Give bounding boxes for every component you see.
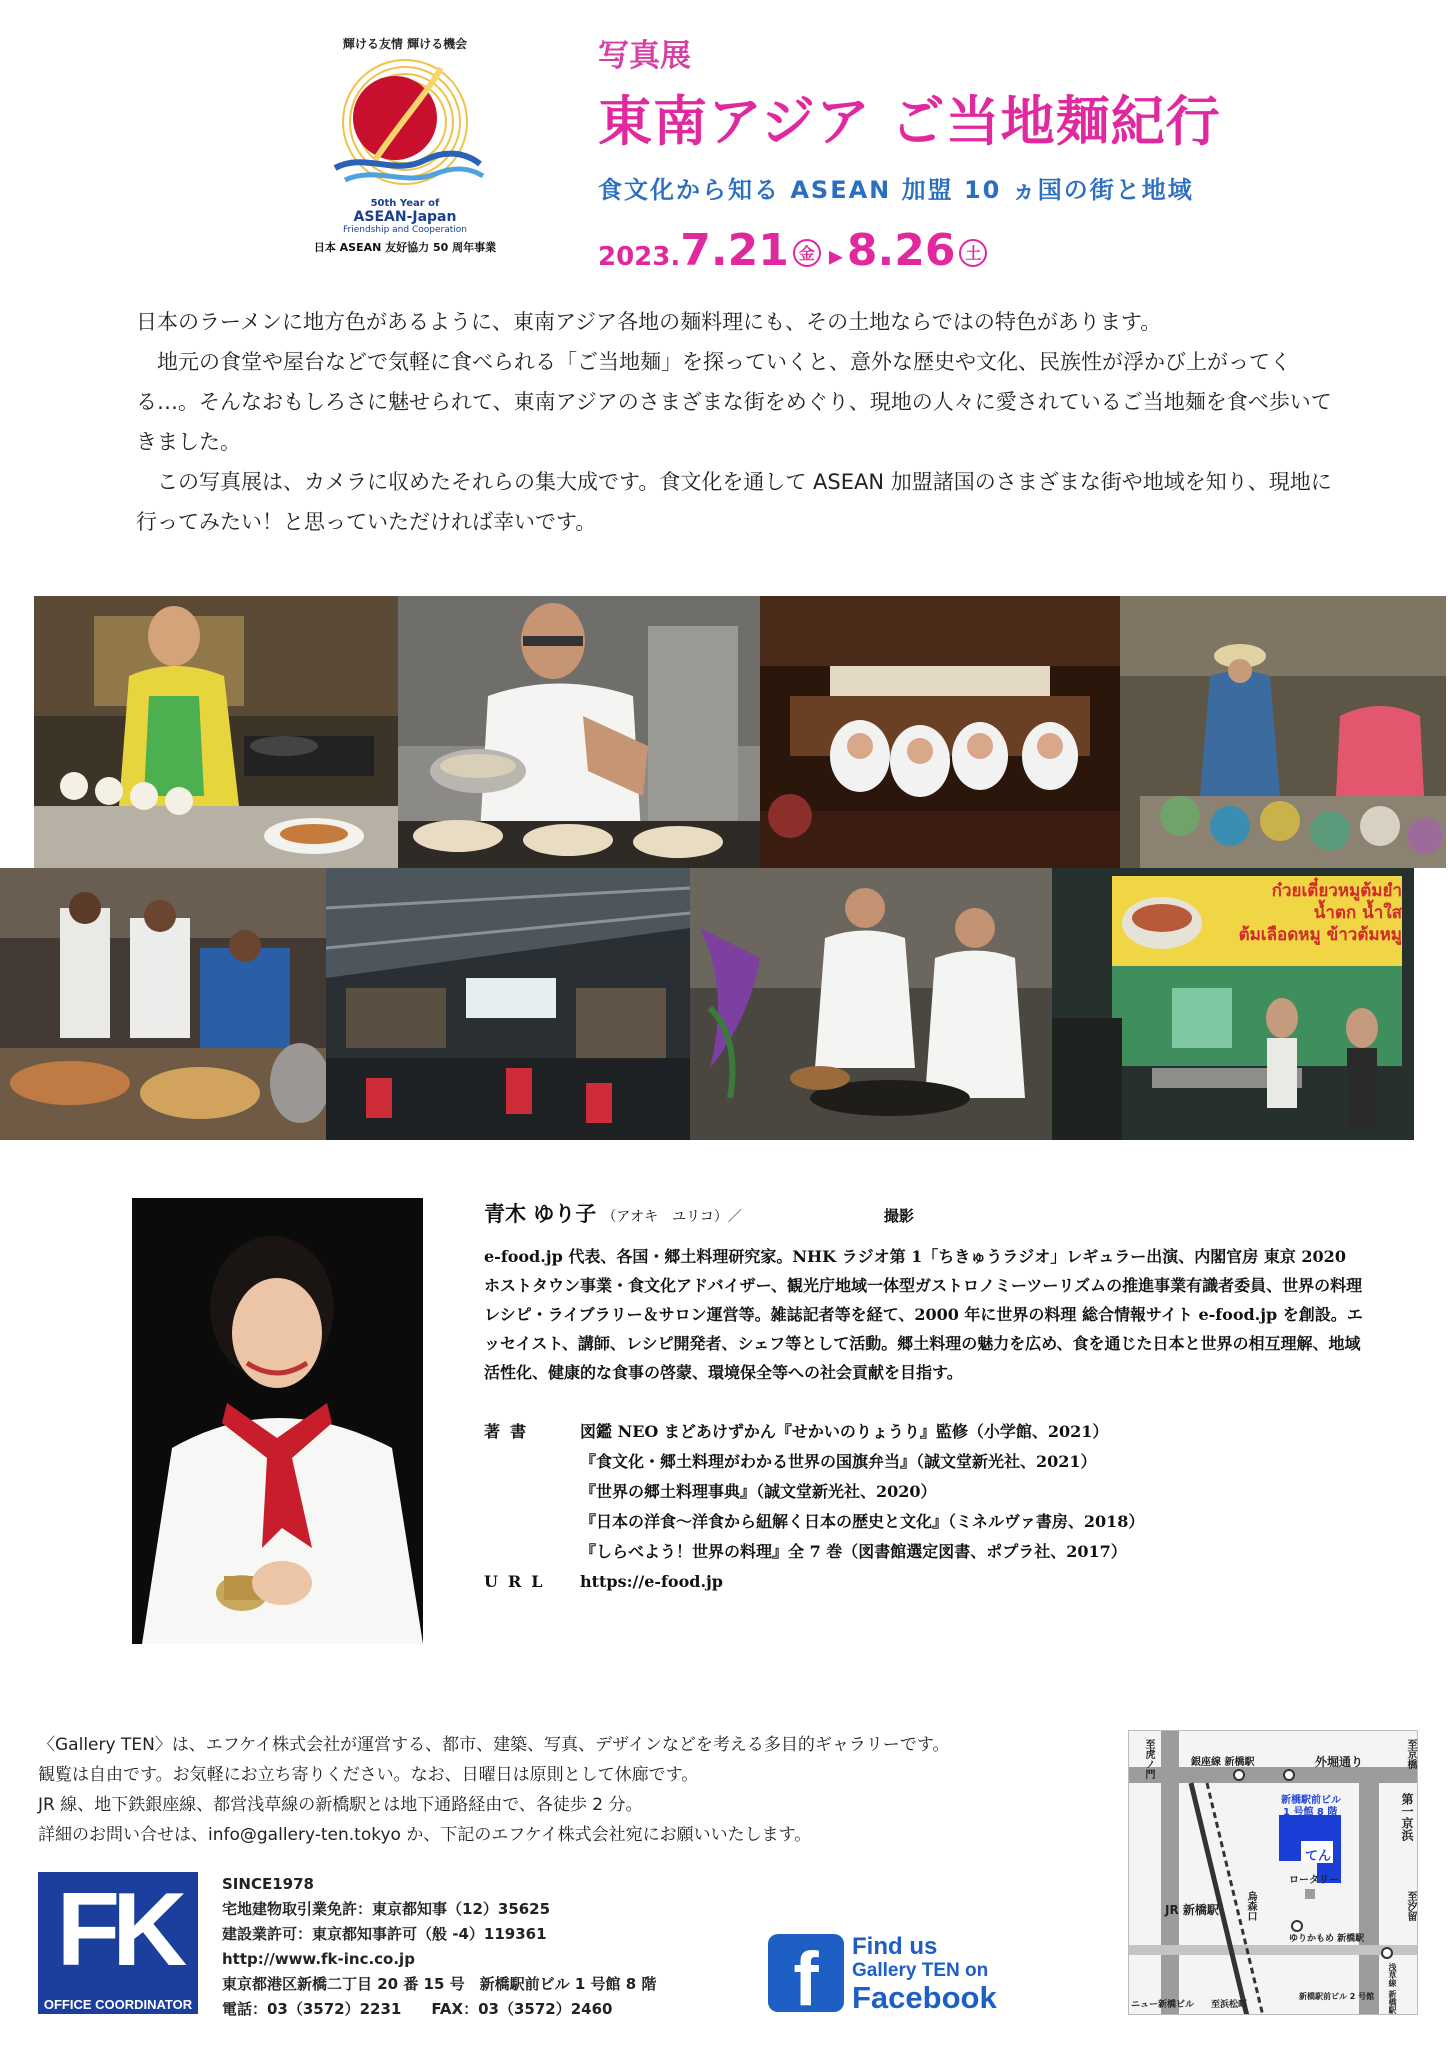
publications-list [484,1417,1364,1597]
publication-row [484,1417,1364,1447]
photo-thai-noodle-stall [1052,868,1414,1140]
photo-food-stall-crowd [0,868,326,1140]
asean-japan-50th-logo [300,35,510,260]
facebook-line-3: Facebook [852,1980,997,2015]
map-label-building: 新橋駅前ビル [1281,1795,1341,1806]
date-start-weekday: 金 [793,239,821,267]
gallery-info-line-2: 観覧は自由です。お気軽にお立ち寄りください。なお、日曜日は原則として休廊です。 [38,1765,699,1785]
company-website-link[interactable]: http://www.fk-inc.co.jp [222,1950,415,1968]
map-label-toranomon: 至虎ノ門 [1143,1739,1154,1779]
map-label-building-floor: 1 号館 8 階 [1283,1807,1338,1818]
exhibition-heading [598,30,1418,276]
exhibition-subtitle: 食文化から知る ASEAN 加盟 10 ヵ国の街と地域 [598,176,1194,204]
map-label-asakusa-line: 浅草線 新橋駅 [1388,1963,1397,2014]
intro-paragraph-1: 日本のラーメンに地方色があるように、東南アジア各地の麺料理にも、その土地ならではの特色があります。 [136,310,1162,334]
photo-street-vendor-woman [34,596,398,868]
url-row [484,1567,1364,1597]
books-label: 著書 [484,1422,537,1441]
exhibition-title: 東南アジア ご当地麺紀行 [598,90,1221,153]
photographer-name: 青木 ゆり子 [484,1201,597,1226]
photographer-portrait [132,1198,423,1644]
map-label-hamamatsucho: 至浜松町 [1211,2000,1248,2010]
facebook-link[interactable] [768,1933,1018,2022]
exhibition-label: 写真展 [598,38,691,74]
photo-noodle-chef [398,596,760,868]
gallery-info-line-1: 〈Gallery TEN〉は、エフケイ株式会社が運営する、都市、建築、写真、デザインなどを考える多目的ギャラリーです。 [38,1735,950,1755]
portrait-image [132,1198,423,1644]
publication-row [484,1507,1364,1537]
map-label-new-shimbashi: ニュー新橋ビル [1131,2000,1195,2010]
map-gallery-mark: てん [1305,1849,1332,1864]
map-label-karasumori: 烏森口 [1245,1891,1256,1921]
photographer-role: 撮影 [883,1207,914,1225]
photo-food-court-hijab-staff [760,596,1120,868]
date-end-weekday: 土 [959,239,987,267]
map-label-kyobashi: 至京橋 [1405,1739,1416,1769]
publication-item: 『しらべよう！世界の料理』全 7 巻（図書館選定図書、ポプラ社、2017） [580,1542,1127,1561]
profile-name-row [484,1198,1364,1228]
website-link[interactable]: https://e-food.jp [580,1572,723,1591]
publication-item: 『世界の郷土料理事典』（誠文堂新光社、2020） [580,1482,937,1501]
photographer-kana: （アオキ ユリコ）／ [602,1209,742,1225]
intro-text [136,302,1332,542]
publication-item: 『食文化・郷土料理がわかる世界の国旗弁当』（誠文堂新光社、2021） [580,1452,1097,1471]
photo-vegetable-market [1120,596,1446,868]
publication-item: 図鑑 NEO まどあけずかん『せかいのりょうり』監修（小学館、2021） [580,1422,1109,1441]
access-map [1128,1730,1418,2015]
logo-line-friendship: Friendship and Cooperation [343,225,467,235]
map-label-rotary: ロータリー [1289,1875,1339,1886]
company-license-construction: 建設業許可：東京都知事許可（般 -4）119361 [222,1925,547,1943]
fk-logo-tagline: OFFICE COORDINATOR [43,1997,193,2012]
logo-motto: 輝ける友情 輝ける機会 [342,37,468,51]
fk-office-coordinator-logo [38,1872,198,2014]
intro-paragraph-2: 地元の食堂や屋台などで気軽に食べられる「ご当地麺」を探っていくと、意外な歴史や文化、民族性が浮かび上がってくる…。そんなおもしろさに魅せられて、東南アジアのさまざまな街をめぐり、現地の人々に愛されているご当地麺を食べ歩いてきました。 [136,350,1332,454]
logo-emblem-icon [315,56,495,196]
map-label-sotobori: 外堀通り [1315,1755,1364,1769]
facebook-line-1: Find us [852,1933,938,1960]
photographer-profile [484,1198,1364,1597]
photo-night-market-hall [326,868,690,1140]
exhibition-dates [598,225,1418,276]
logo-line-asean-japan: ASEAN-Japan [353,209,457,225]
stall-sign-line-3: ต้มเลือดหมู ข้าวต้มหมู [1238,925,1402,945]
company-info [222,1872,656,2022]
gallery-info-line-4: 詳細のお問い合せは、info@gallery-ten.tokyo か、下記のエフケイ株式会社宛にお願いいたします。 [38,1825,812,1845]
map-label-shiodome: 至汐留 [1405,1891,1416,1921]
facebook-icon: f [768,1934,844,2012]
publication-row [484,1477,1364,1507]
date-year: 2023. [598,242,681,272]
fk-logo-letters: FK [56,1872,180,1988]
facebook-text [852,1934,997,2014]
map-label-ginza-line: 銀座線 新橋駅 [1191,1757,1255,1768]
date-arrow-icon: ▸ [828,239,843,272]
map-label-jr-station: JR 新橋駅 [1165,1903,1219,1917]
photo-restaurant-chefs [690,868,1052,1140]
company-since: SINCE1978 [222,1875,314,1893]
map-label-ekimae-2: 新橋駅前ビル 2 号館 [1299,1992,1375,2001]
map-roads [1129,1731,1418,2015]
publication-row [484,1537,1364,1567]
publication-row [484,1447,1364,1477]
date-end: 8.26 [846,225,956,276]
gallery-info [38,1730,1098,1850]
stall-sign-line-1: ก๋วยเตี๋ยวหมูต้มยำ [1271,881,1402,901]
map-label-daiichi-keihin: 第一京浜 [1400,1793,1414,1841]
facebook-line-2: Gallery TEN on [852,1960,989,1981]
url-label: URL [484,1572,553,1591]
stall-sign-line-2: น้ำตก น้ำใส [1313,903,1402,923]
company-address: 東京都港区新橋二丁目 20 番 15 号 新橋駅前ビル 1 号館 8 階 [222,1975,657,1993]
publication-item: 『日本の洋食〜洋食から紐解く日本の歴史と文化』（ミネルヴァ書房、2018） [580,1512,1145,1531]
company-phone-fax: 電話：03（3572）2231 FAX：03（3572）2460 [222,2000,613,2018]
intro-paragraph-3: この写真展は、カメラに収めたそれらの集大成です。食文化を通して ASEAN 加盟諸国のさまざまな街や地域を知り、現地に行ってみたい！と思っていただければ幸いです。 [136,470,1332,534]
logo-line-jp: 日本 ASEAN 友好協力 50 周年事業 [313,241,497,254]
company-license-realestate: 宅地建物取引業免許：東京都知事（12）35625 [222,1900,551,1918]
date-start: 7.21 [680,225,789,276]
map-label-yurikamome: ゆりかもめ 新橋駅 [1289,1934,1365,1944]
gallery-info-line-3: JR 線、地下鉄銀座線、都営浅草線の新橋駅とは地下通路経由で、各徒歩 2 分。 [38,1795,643,1815]
photographer-bio: e-food.jp 代表、各国・郷土料理研究家。NHK ラジオ第 1「ちきゅうラジオ」レギュラー出演、内閣官房 東京 2020 ホストタウン事業・食文化アドバイザー、観光庁地域一体型ガストロノミーツーリズムの推進事業有識者委員、世界の料理レシピ・ライブラリー＆サロン運営等。雑誌記者等を経て、2000 年に世界の料理 総合情報サイト e-food.jp を創設。エッセイスト、講師、レシピ開発者、シェフ等として活動。郷土料理の魅力を広め、食を通じた日本と世界の相互理解、地域活性化、健康的な食事の啓蒙、環境保全等への社会貢献を目指す。 [484,1247,1363,1382]
logo-line-50th: 50th Year of [370,198,440,209]
